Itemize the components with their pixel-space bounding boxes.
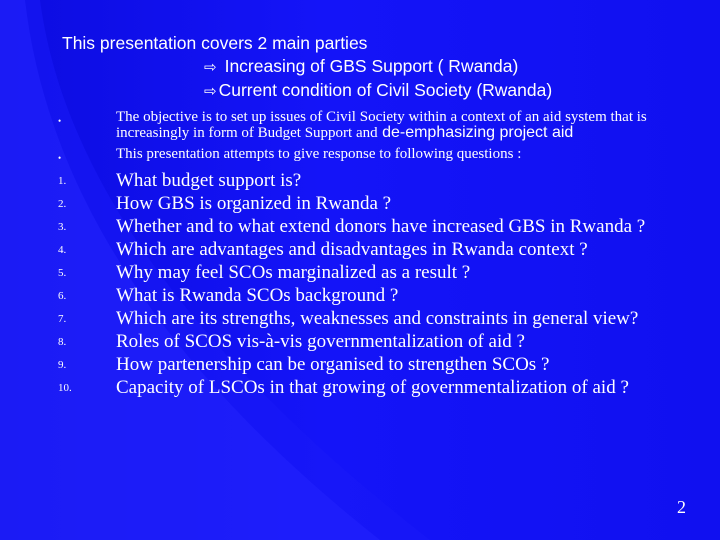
question-item — [58, 331, 658, 353]
question-item — [58, 377, 658, 399]
header-subpoint-1-text: Increasing of GBS Support ( Rwanda) — [224, 56, 519, 76]
question-text: What budget support is? — [116, 170, 302, 191]
header-subpoint-2-text: Current condition of Civil Society (Rwanda) — [218, 80, 553, 100]
question-item — [58, 216, 658, 238]
header — [62, 32, 552, 103]
bullet-text — [116, 110, 658, 141]
question-item — [58, 262, 658, 284]
question-item — [58, 193, 658, 215]
question-number: 8. — [58, 336, 67, 348]
question-number: 1. — [58, 175, 67, 187]
question-item — [58, 239, 658, 261]
question-item — [58, 170, 658, 192]
question-text: Whether and to what extend donors have increased GBS in Rwanda ? — [116, 216, 646, 237]
question-item — [58, 285, 658, 307]
question-item — [58, 354, 658, 376]
hollow-right-arrow-icon: ⇨ — [204, 83, 217, 100]
question-number: 4. — [58, 244, 67, 256]
question-number: 3. — [58, 221, 67, 233]
question-number: 9. — [58, 359, 67, 371]
question-text: How partenership can be organised to strengthen SCOs ? — [116, 354, 550, 375]
bullet-marker: • — [58, 116, 62, 126]
content-list — [58, 110, 658, 399]
question-number: 5. — [58, 267, 67, 279]
bullet-item — [58, 110, 658, 141]
question-text: What is Rwanda SCOs background ? — [116, 285, 399, 306]
bullet-item — [58, 147, 658, 169]
question-text: Which are advantages and disadvantages in Rwanda context ? — [116, 239, 588, 260]
question-text: Roles of SCOS vis-à-vis governmentalization of aid ? — [116, 331, 525, 352]
question-text: How GBS is organized in Rwanda ? — [116, 193, 392, 214]
question-item — [58, 308, 658, 330]
question-number: 2. — [58, 198, 67, 210]
question-number: 7. — [58, 313, 67, 325]
header-subpoint-1 — [62, 55, 552, 79]
header-subpoint-2 — [62, 79, 552, 103]
question-text: Which are its strengths, weaknesses and constraints in general view? — [116, 308, 639, 329]
bullet-text-sans: de-emphasizing project aid — [377, 124, 574, 141]
question-text: Why may feel SCOs marginalized as a result ? — [116, 262, 471, 283]
question-text: Capacity of LSCOs in that growing of governmentalization of aid ? — [116, 377, 629, 398]
page-number: 2 — [677, 497, 686, 517]
bullet-text-serif: The objective is to set up issues of Civil Society within a context of an aid system that is increasingly in form of Budget Support and — [116, 109, 647, 141]
bullet-text: This presentation attempts to give response to following questions : — [116, 146, 522, 162]
question-number: 10. — [58, 382, 72, 394]
bullet-marker: • — [58, 153, 62, 163]
header-title: This presentation covers 2 main parties — [62, 33, 368, 53]
question-number: 6. — [58, 290, 67, 302]
hollow-right-arrow-icon: ⇨ — [204, 59, 217, 76]
